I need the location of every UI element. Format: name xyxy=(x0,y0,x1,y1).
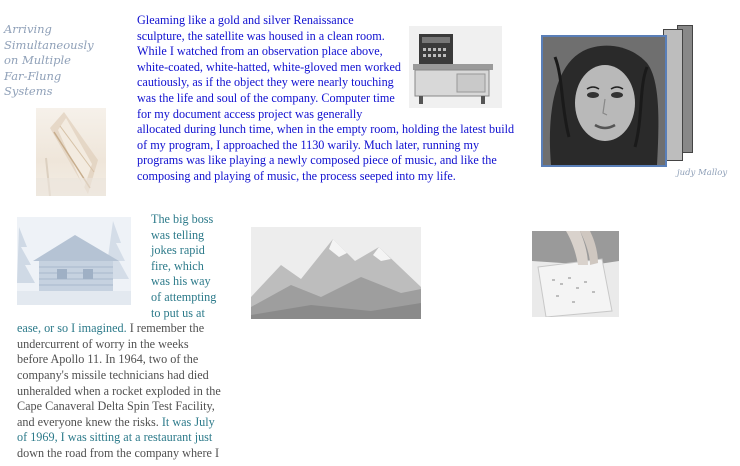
story-line: white-coated, white-hatted, white-gloved men worked xyxy=(137,59,401,74)
title-line: Arriving xyxy=(4,22,52,36)
story-fragment: It was July xyxy=(158,414,215,429)
story-line xyxy=(17,415,229,431)
story-line: of attempting xyxy=(151,289,217,304)
story-line: to put us at xyxy=(151,305,205,320)
story-line: While I watched from an observation place above, xyxy=(137,44,383,59)
author-signature: judy Malloy xyxy=(677,168,728,178)
mountain-landscape-image xyxy=(251,227,421,319)
story-line: sculpture, the satellite was housed in a clean room. xyxy=(137,28,385,43)
portrait-stack xyxy=(541,25,693,167)
story-line: of 1969, I was sitting at a restaurant just xyxy=(17,430,213,445)
story-line: undercurrent of worry in the weeks xyxy=(17,336,189,351)
portrait-image xyxy=(541,35,667,167)
title-line: Simultaneously xyxy=(4,37,94,52)
story-line: allocated during lunch time, when in the empty room, holding the latest build xyxy=(137,122,515,137)
canoe-image xyxy=(36,108,106,196)
story-line: for my document access project was generally xyxy=(137,106,363,121)
story-line: before Apollo 11. In 1964, two of the xyxy=(17,352,199,367)
story-fragment: I remember the xyxy=(126,321,205,336)
story-line: jokes rapid xyxy=(151,243,205,258)
story-line: Cape Canaveral Delta Spin Test Facility, xyxy=(17,399,215,414)
story-line: was telling xyxy=(151,227,205,242)
title-line: Far-Flung xyxy=(4,68,62,83)
story-fragment: and everyone knew the risks. xyxy=(17,414,159,429)
story-line: cautiously, as if the object they were nearly touching xyxy=(137,75,394,90)
story-line: fire, which xyxy=(151,258,204,273)
story-line: of my program, I approached the 1130 warily. Much later, running my xyxy=(137,137,480,152)
story-line: Gleaming like a gold and silver Renaissance xyxy=(137,13,354,27)
hand-punchcard-image xyxy=(532,231,619,317)
computer-1130-image xyxy=(409,26,502,108)
story-line: The big boss xyxy=(151,212,214,226)
story-text-bottom xyxy=(17,212,229,462)
title-line: Systems xyxy=(4,84,53,98)
story-line: unheralded when a rocket exploded in the xyxy=(17,383,221,398)
story-line xyxy=(17,321,229,337)
story-line: was the life and soul of the company. Computer time xyxy=(137,90,395,105)
story-fragment: ease, or so I imagined. xyxy=(17,321,127,336)
story-line: down the road from the company where I xyxy=(17,445,220,460)
story-line: composing and playing of music, the process seeped into my life. xyxy=(137,168,456,183)
title-line: on Multiple xyxy=(4,53,71,67)
work-title xyxy=(4,22,116,100)
story-line: was his way xyxy=(151,274,211,289)
story-line: programs was like playing a newly composed piece of music, and like the xyxy=(137,153,497,168)
story-line: company's missile technicians had died xyxy=(17,367,209,382)
